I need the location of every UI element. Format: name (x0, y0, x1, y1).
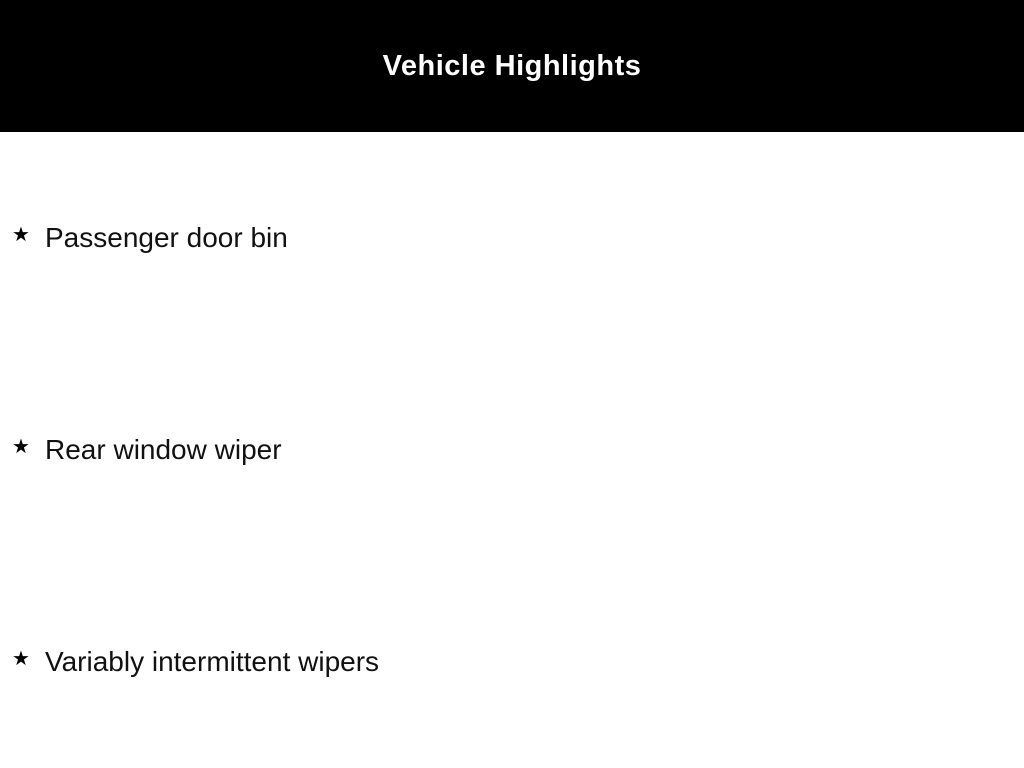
star-icon: ★ (12, 436, 30, 458)
star-icon: ★ (12, 224, 30, 246)
list-item (12, 430, 282, 470)
list-item (12, 218, 288, 258)
star-icon: ★ (12, 648, 30, 670)
highlight-label: Passenger door bin (45, 222, 288, 253)
highlight-label: Variably intermittent wipers (45, 646, 380, 677)
highlight-label: Rear window wiper (45, 434, 282, 465)
list-item (12, 642, 379, 682)
header-bar (0, 0, 1024, 132)
highlights-list (0, 132, 1024, 768)
page-title: Vehicle Highlights (382, 49, 642, 82)
